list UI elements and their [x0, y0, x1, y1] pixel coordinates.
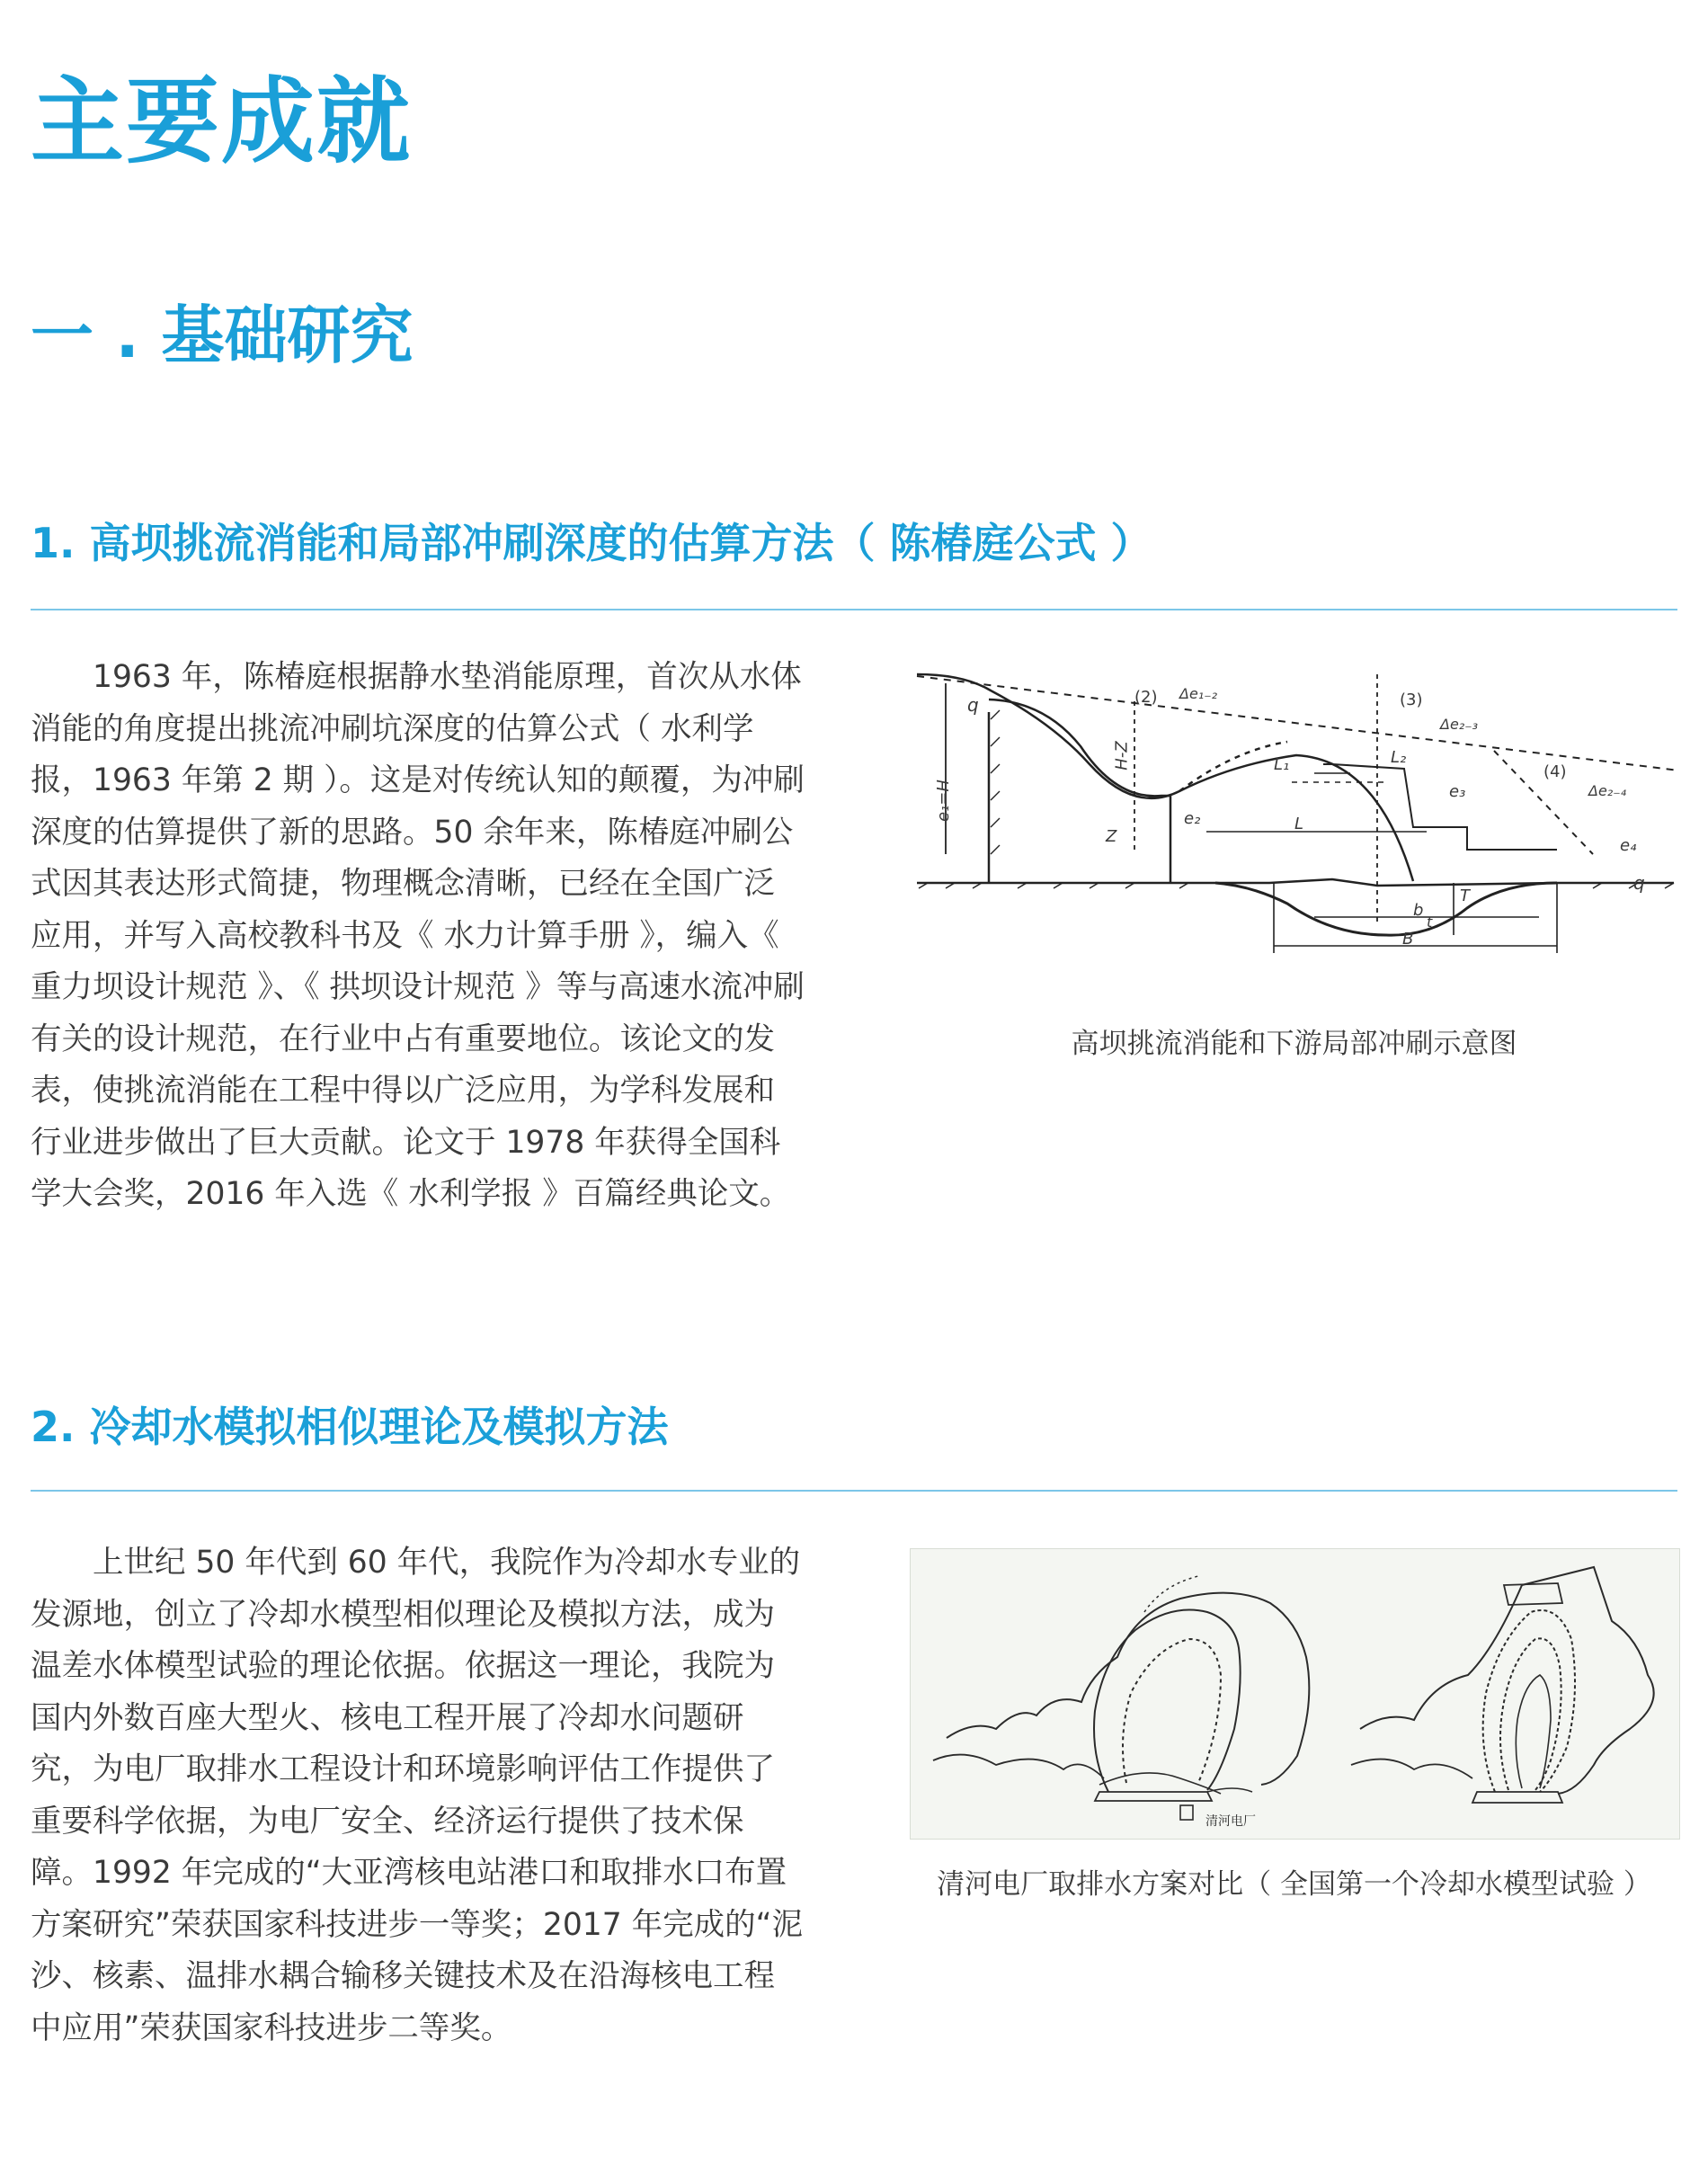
label-n4: (4): [1543, 762, 1567, 781]
label-n2: (2): [1134, 688, 1158, 707]
spillway-profile: [989, 699, 1170, 883]
cooling-water-model-figure: [910, 1548, 1680, 1840]
left-flow-path: [1123, 1639, 1221, 1783]
item2-divider: [31, 1490, 1677, 1492]
label-B: B: [1402, 930, 1414, 949]
label-z: Z: [1106, 827, 1117, 846]
left-outlet-curves: [1099, 1773, 1221, 1794]
label-e4: e₄: [1620, 836, 1637, 855]
label-h-z: H-Z: [1112, 741, 1132, 771]
item2-paragraph: 上世纪 50 年代到 60 年代，我院作为冷却水专业的发源地，创立了冷却水模型相似理论及模拟方法，成为温差水体模型试验的理论依据。依据这一理论，我院为国内外数百座大型火、核电工程开展了冷却水问题研究，为电厂取排水工程设计和环境影响评估工作提供了重要科学依据，为电厂安全、经济运行提供了技术保障。1992 年完成的“大亚湾核电站港口和取排水口布置方案研究”荣获国家科技进步一等奖；2017 年完成的“泥沙、核素、温排水耦合输移关键技术及在沿海核电工程中应用”荣获国家科技进步二等奖。: [31, 1545, 804, 2046]
section-heading: 一 . 基础研究: [31, 298, 414, 372]
left-intake-structure: [1095, 1792, 1212, 1801]
label-b: b: [1413, 901, 1424, 920]
dam-hatch: [991, 710, 1000, 854]
label-plant: 清河电厂: [1205, 1814, 1256, 1829]
label-e1: e₁=H: [933, 780, 953, 822]
label-L2: L₂: [1391, 748, 1407, 767]
item1-paragraph: 1963 年，陈椿庭根据静水垫消能原理，首次从水体消能的角度提出挑流冲刷坑深度的估算公式（ 水利学报，1963 年第 2 期 ）。这是对传统认知的颠覆，为冲刷深度的估算提供了新的思路。50 余年来，陈椿庭冲刷公式因其表达形式简捷，物理概念清晰，已经在全国广泛应用，并写入高校教科书及《 水力计算手册 》，编入《 重力坝设计规范 》、《 拱坝设计规范 》等与高速水流冲刷有关的设计规范，在行业中占有重要地位。该论文的发表，使挑流消能在工程中得以广泛应用，为学科发展和行业进步做出了巨大贡献。论文于 1978 年获得全国科学大会奖，2016 年入选《 水利学报 》百篇经典论文。: [31, 659, 805, 1212]
left-outer-shore: [947, 1593, 1309, 1785]
label-T: T: [1460, 887, 1470, 905]
label-d23: Δe₂₋₃: [1440, 716, 1479, 733]
label-d24: Δe₂₋₄: [1588, 782, 1627, 799]
label-t: t: [1427, 913, 1433, 931]
label-L1: L₁: [1274, 755, 1290, 774]
label-e3: e₃: [1449, 782, 1466, 801]
label-L: L: [1294, 815, 1304, 833]
dam-scour-diagram: [910, 647, 1678, 1007]
item2-figure-caption: 清河电厂取排水方案对比（ 全国第一个冷却水模型试验 ）: [937, 1868, 1651, 1901]
ground-line: [917, 879, 1674, 886]
label-q-top: q: [967, 694, 979, 716]
right-model-plan: [1351, 1567, 1654, 1803]
left-inner-loop: [1094, 1610, 1241, 1793]
energy-line: [917, 676, 1678, 773]
label-e2: e₂: [1184, 809, 1201, 828]
label-d12: Δe₁₋₂: [1179, 685, 1218, 702]
right-isotherm-2: [1500, 1638, 1561, 1790]
right-intake-structure: [1472, 1792, 1562, 1803]
left-contour-top: [1144, 1576, 1198, 1612]
item2-heading: 2. 冷却水模拟相似理论及模拟方法: [31, 1403, 669, 1451]
left-shore-detail: [933, 1755, 1104, 1778]
scour-hole: [1215, 883, 1557, 935]
label-q-right: q: [1633, 872, 1645, 894]
jet-trajectory: [917, 674, 1413, 881]
page-title: 主要成就: [31, 67, 413, 176]
item1-figure-caption: 高坝挑流消能和下游局部冲刷示意图: [1071, 1028, 1517, 1060]
item1-divider: [31, 609, 1677, 610]
item1-heading: 1. 高坝挑流消能和局部冲刷深度的估算方法（ 陈椿庭公式 ）: [31, 519, 1152, 567]
hydraulic-line: [1323, 764, 1557, 850]
label-n3: (3): [1400, 691, 1423, 709]
right-shore-detail: [1351, 1760, 1472, 1778]
left-model-plan: [933, 1576, 1309, 1820]
right-channel-head: [1504, 1583, 1562, 1605]
left-building-mark: [1180, 1805, 1193, 1820]
